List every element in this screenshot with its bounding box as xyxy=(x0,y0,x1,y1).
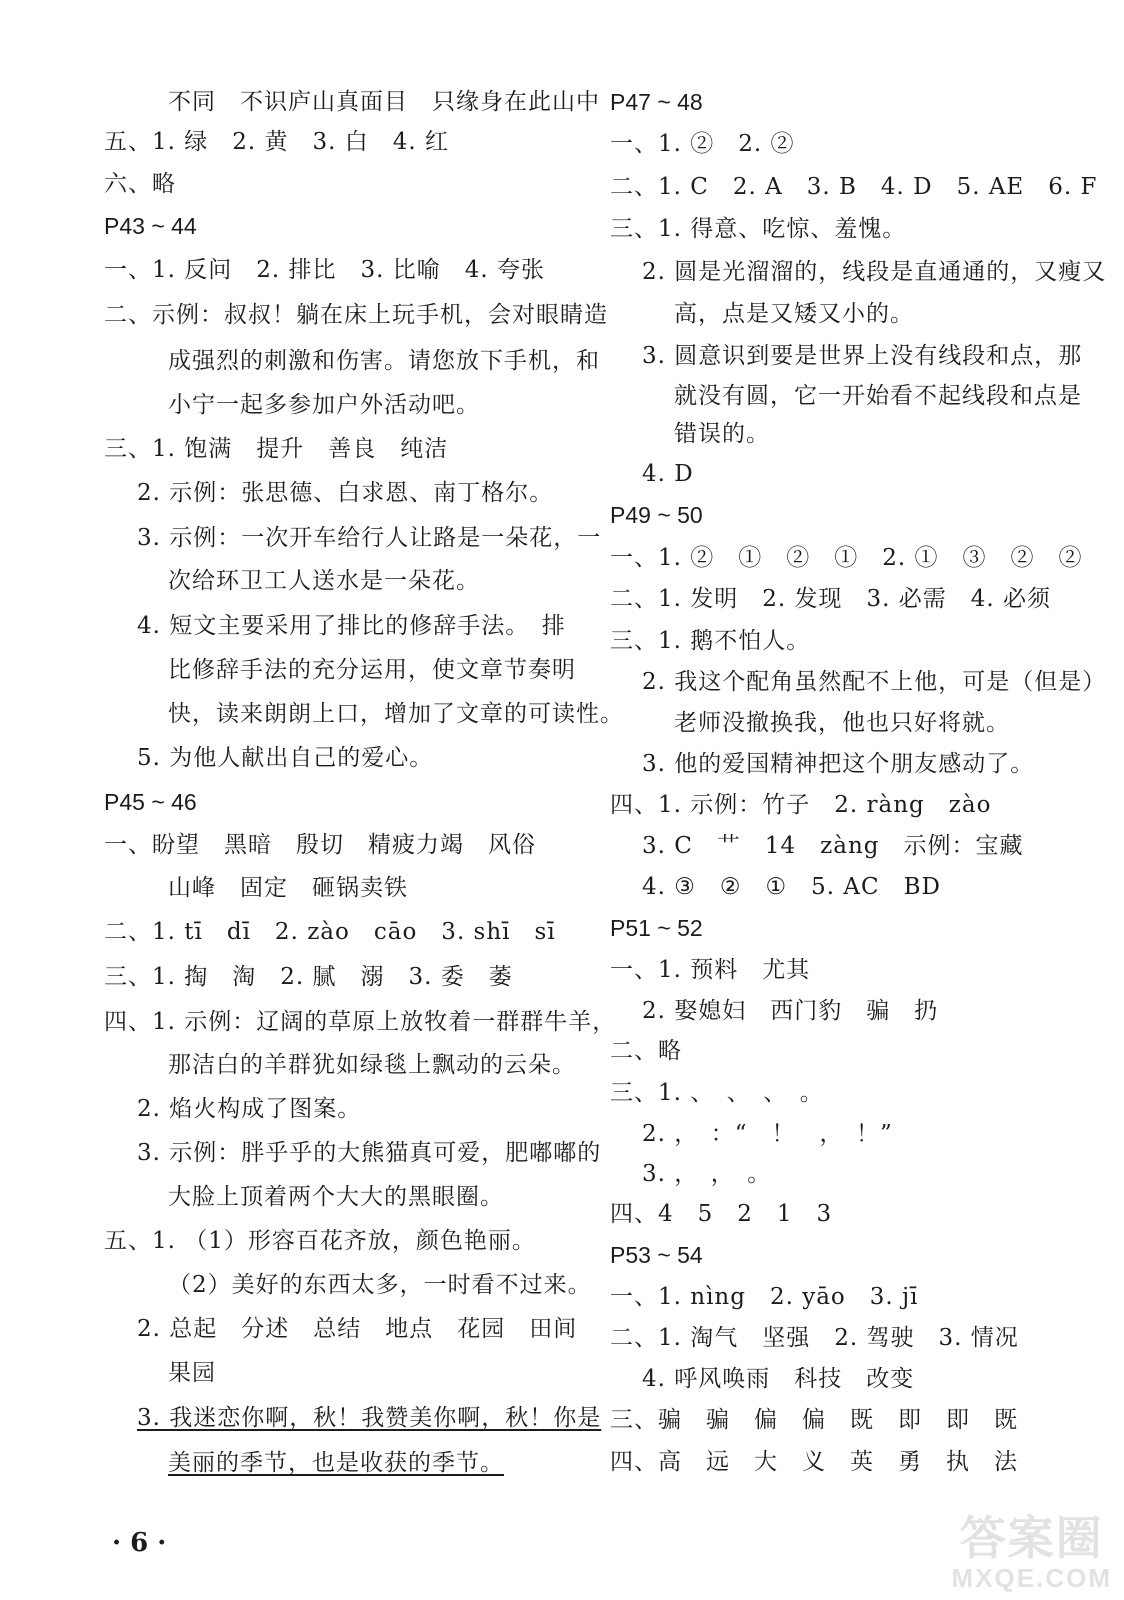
line-left-26: 五、1. （1）形容百花齐放，颜色艳丽。 xyxy=(104,1228,536,1254)
section-heading-p49: P49 ~ 50 xyxy=(610,502,703,528)
line-right-27: 四、4 5 2 1 3 xyxy=(610,1201,833,1227)
line-left-11: 次给环卫工人送水是一朵花。 xyxy=(168,568,480,594)
line-right-33: 四、高 远 大 义 英 勇 执 法 xyxy=(610,1449,1018,1475)
line-left-30: 3. 我迷恋你啊，秋！我赞美你啊，秋！你是 xyxy=(137,1405,602,1431)
line-left-23: 2. 焰火构成了图案。 xyxy=(137,1096,362,1122)
line-right-17: 四、1. 示例：竹子 2. ràng zào xyxy=(610,792,992,818)
section-heading-p51: P51 ~ 52 xyxy=(610,915,703,941)
line-left-10: 3. 示例：一次开车给行人让路是一朵花，一 xyxy=(137,525,602,551)
watermark-logo xyxy=(952,1512,1112,1592)
line-right-31: 4. 呼风唤雨 科技 改变 xyxy=(642,1366,915,1392)
section-heading-p53: P53 ~ 54 xyxy=(610,1242,703,1268)
line-right-5: 高，点是又矮又小的。 xyxy=(674,301,914,327)
line-right-8: 错误的。 xyxy=(674,421,770,447)
line-right-9: 4. D xyxy=(642,461,694,487)
line-right-1: 一、1. ② 2. ② xyxy=(610,131,795,157)
line-right-32: 三、骗 骗 偏 偏 既 即 即 既 xyxy=(610,1407,1018,1433)
line-left-22: 那洁白的羊群犹如绿毯上飘动的云朵。 xyxy=(168,1052,576,1078)
section-heading-p43: P43 ~ 44 xyxy=(104,213,197,239)
section-heading-p45: P45 ~ 46 xyxy=(104,789,197,815)
line-right-3: 三、1. 得意、吃惊、羞愧。 xyxy=(610,216,907,242)
watermark-url: MXQE.COM xyxy=(951,1563,1112,1593)
line-right-12: 二、1. 发明 2. 发现 3. 必需 4. 必须 xyxy=(610,586,1052,612)
line-left-21: 四、1. 示例：辽阔的草原上放牧着一群群牛羊， xyxy=(104,1009,617,1035)
line-left-28: 2. 总起 分述 总结 地点 花园 田间 xyxy=(137,1316,578,1342)
line-left-0: 不同 不识庐山真面目 只缘身在此山中 xyxy=(168,89,600,115)
line-left-18: 山峰 固定 砸锅卖铁 xyxy=(168,875,408,901)
line-left-5: 二、示例：叔叔！躺在床上玩手机，会对眼睛造 xyxy=(104,302,608,328)
line-left-9: 2. 示例：张思德、白求恩、南丁格尔。 xyxy=(137,480,554,506)
line-left-29: 果园 xyxy=(168,1360,216,1386)
line-right-24: 三、1. 、 、 、 。 xyxy=(610,1080,824,1106)
line-right-15: 老师没撤换我，他也只好将就。 xyxy=(674,710,1010,736)
page-number: · 6 · xyxy=(112,1528,167,1558)
line-left-12: 4. 短文主要采用了排比的修辞手法。 排 xyxy=(137,613,566,639)
line-left-20: 三、1. 掏 淘 2. 腻 溺 3. 委 萎 xyxy=(104,964,513,990)
line-right-7: 就没有圆，它一开始看不起线段和点是 xyxy=(674,383,1082,409)
line-left-14: 快，读来朗朗上口，增加了文章的可读性。 xyxy=(168,701,624,727)
line-left-13: 比修辞手法的充分运用，使文章节奏明 xyxy=(168,657,576,683)
line-right-6: 3. 圆意识到要是世界上没有线段和点，那 xyxy=(642,343,1083,369)
line-left-31: 美丽的季节，也是收获的季节。 xyxy=(168,1450,504,1476)
line-right-16: 3. 他的爱国精神把这个朋友感动了。 xyxy=(642,751,1035,777)
line-left-7: 小宁一起多参加户外活动吧。 xyxy=(168,392,480,418)
line-right-30: 二、1. 淘气 坚强 2. 驾驶 3. 情况 xyxy=(610,1325,1019,1351)
line-right-26: 3. ， ， 。 xyxy=(642,1161,772,1187)
line-right-14: 2. 我这个配角虽然配不上他，可是（但是） xyxy=(642,669,1107,695)
line-left-25: 大脸上顶着两个大大的黑眼圈。 xyxy=(168,1184,504,1210)
line-right-13: 三、1. 鹅不怕人。 xyxy=(610,628,811,654)
line-left-24: 3. 示例：胖乎乎的大熊猫真可爱，肥嘟嘟的 xyxy=(137,1140,602,1166)
line-left-27: （2）美好的东西太多，一时看不过来。 xyxy=(168,1272,592,1298)
line-left-4: 一、1. 反问 2. 排比 3. 比喻 4. 夸张 xyxy=(104,257,546,283)
line-right-11: 一、1. ② ① ② ① 2. ① ③ ② ② xyxy=(610,545,1083,571)
section-heading-p47: P47 ~ 48 xyxy=(610,89,703,115)
line-right-4: 2. 圆是光溜溜的，线段是直通通的，又瘦又 xyxy=(642,259,1107,285)
line-right-25: 2. ， ：“ ！ ， ！” xyxy=(642,1121,893,1147)
line-left-2: 六、略 xyxy=(104,171,176,197)
line-right-2: 二、1. C 2. A 3. B 4. D 5. AE 6. F xyxy=(610,174,1098,200)
line-right-21: 一、1. 预料 尤其 xyxy=(610,957,811,983)
line-right-18: 3. C 艹 14 zàng 示例：宝藏 xyxy=(642,833,1024,859)
line-right-29: 一、1. nìng 2. yāo 3. jī xyxy=(610,1284,919,1310)
line-left-6: 成强烈的刺激和伤害。请您放下手机，和 xyxy=(168,348,600,374)
line-right-22: 2. 娶媳妇 西门豹 骗 扔 xyxy=(642,998,939,1024)
line-left-1: 五、1. 绿 2. 黄 3. 白 4. 红 xyxy=(104,129,450,155)
line-left-19: 二、1. tī dī 2. zào cāo 3. shī sī xyxy=(104,919,556,945)
line-right-19: 4. ③ ② ① 5. AC BD xyxy=(642,874,941,900)
watermark-text: 答案圈 xyxy=(959,1512,1104,1564)
line-left-8: 三、1. 饱满 提升 善良 纯洁 xyxy=(104,436,449,462)
line-left-15: 5. 为他人献出自己的爱心。 xyxy=(137,745,434,771)
line-right-23: 二、略 xyxy=(610,1038,682,1064)
line-left-17: 一、盼望 黑暗 殷切 精疲力竭 风俗 xyxy=(104,832,536,858)
